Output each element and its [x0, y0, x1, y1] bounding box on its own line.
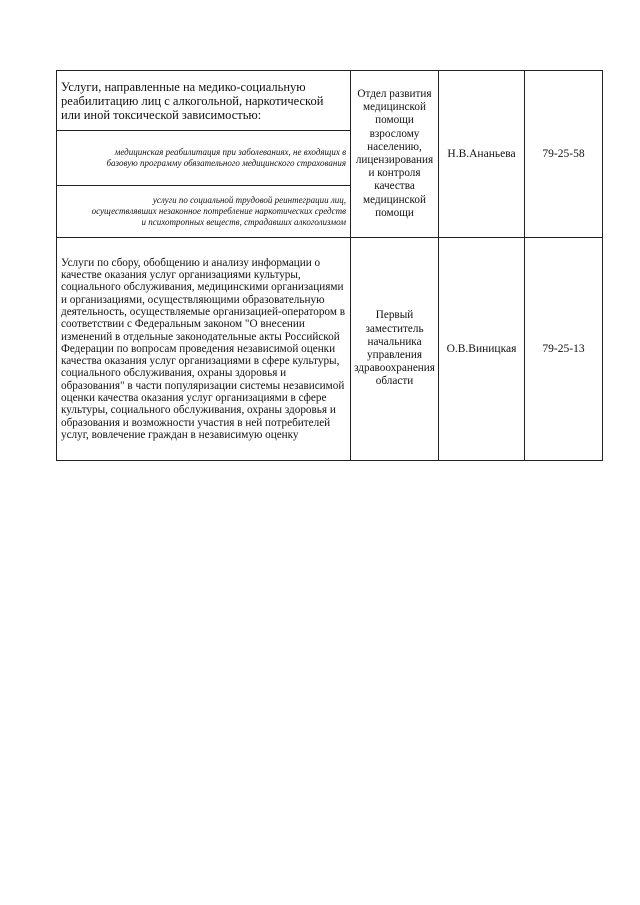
department-name: Отдел развития медицинской помощи взрослому населению, лицензирования и контроля качества медицинской помощи	[355, 87, 434, 219]
service-title: Услуги, направленные на медико-социальную реабилитацию лиц с алкогольной, наркотической или иной токсической зависимостью:	[61, 79, 324, 122]
person-cell	[439, 238, 525, 461]
subservice-cell	[57, 186, 351, 238]
department-name: Первый заместитель начальника управления здравоохранения области	[354, 309, 435, 388]
service-description: Услуги по сбору, обобщению и анализу информации о качестве оказания услуг организациями культуры, социального обслуживания, медицинскими организациями и организациями, осуществляющими образовательную деятельность, осуществляемые организацией-оператором в соответствии с Федеральным законом "О внесении изменений в отдельные законодательные акты Российской Федерации по вопросам проведения независимой оценки качества оказания услуг организациями в сфере культуры, социального обслуживания, охраны здоровья и образования" в части популяризации системы независимой оценки качества оказания услуг организациями в сфере культуры, социального обслуживания, охраны здоровья и образования и возможности участия в ней потребителей услуг, вовлечение граждан в независимую оценку	[61, 256, 345, 441]
table-row	[57, 71, 603, 131]
subservice-text: услуги по социальной трудовой реинтеграции лиц, осуществлявших незаконное потребление наркотических средств и психотропных веществ, страдавших алкоголизмом	[91, 195, 346, 227]
phone-cell	[525, 238, 603, 461]
table-row	[57, 238, 603, 461]
service-cell	[57, 71, 351, 131]
phone-cell	[525, 71, 603, 238]
responsible-person: Н.В.Ананьева	[447, 148, 516, 160]
phone-number: 79-25-58	[542, 148, 585, 160]
department-cell	[351, 71, 439, 238]
person-cell	[439, 71, 525, 238]
subservice-text: медицинская реабилитация при заболеваниях, не входящих в базовую программу обязательного медицинского страхования	[106, 147, 346, 168]
services-table	[56, 70, 603, 461]
phone-number: 79-25-13	[542, 343, 585, 355]
service-cell	[57, 238, 351, 461]
subservice-cell	[57, 131, 351, 186]
responsible-person: О.В.Виницкая	[446, 343, 517, 355]
department-cell	[351, 238, 439, 461]
